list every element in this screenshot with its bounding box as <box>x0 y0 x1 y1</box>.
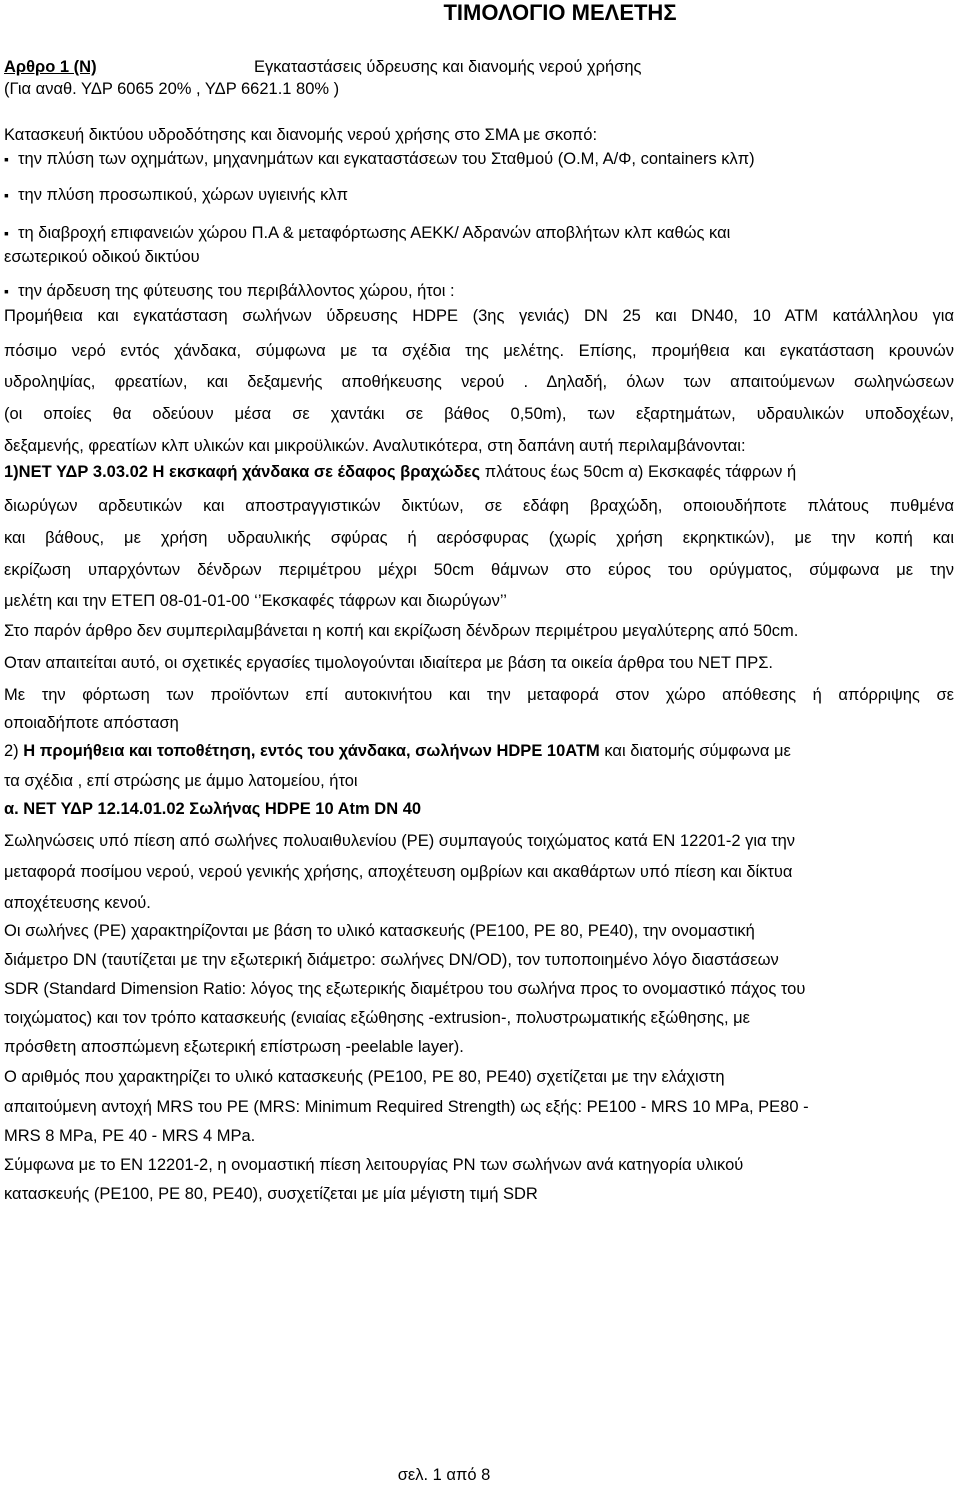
bullet-icon <box>4 148 18 170</box>
paragraph-line: μελέτη και την ΕΤΕΠ 08-01-01-00 ‘’Εκσκαφές τάφρων και διωρύγων’’ <box>4 592 507 610</box>
paragraph-line: Οταν απαιτείται αυτό, οι σχετικές εργασίες τιμολογούνται ιδιαίτερα με βάση τα οικεία άρθρα του ΝΕΤ ΠΡΣ. <box>4 654 773 672</box>
paragraph-line: υδροληψίας, φρεατίων, και δεξαμενής αποθήκευσης νερού . Δηλαδή, όλων των απαιτούμενων σωληνώσεων <box>4 373 954 391</box>
bullet-icon <box>4 280 18 302</box>
paragraph-line: Προμήθεια και εγκατάσταση σωλήνων ύδρευσης HDPE (3ης γενιάς) DN 25 και DN40, 10 ATM κατάλληλου για <box>4 307 954 325</box>
paragraph-line: εκρίζωση υπαρχόντων δένδρων περιμέτρου μέχρι 50cm θάμνων στο εύρος του ορύγματος, σύμφωνα με την <box>4 561 954 579</box>
article-label: Αρθρο 1 (Ν) <box>4 58 97 76</box>
paragraph-line: MRS 8 MPa, PE 40 - MRS 4 MPa. <box>4 1127 256 1145</box>
bullet-item: ▪την πλύση των οχημάτων, μηχανημάτων και εγκαταστάσεων του Σταθμού (Ο.Μ, Α/Φ, containers κλπ) <box>4 148 954 170</box>
article-heading <box>4 56 954 78</box>
paragraph-line: Ο αριθμός που χαρακτηρίζει το υλικό κατασκευής (PE100, PE 80, PE40) σχετίζεται με την ελάχιστη <box>4 1068 725 1086</box>
paragraph-line: κατασκευής (PE100, PE 80, PE40), συσχετίζεται με μία μέγιστη τιμή SDR <box>4 1185 538 1203</box>
intro-text: Κατασκευή δικτύου υδροδότησης και διανομής νερού χρήσης στο ΣΜΑ με σκοπό: <box>4 126 598 144</box>
bullet-icon <box>4 184 18 206</box>
article-ratio: (Για αναθ. ΥΔΡ 6065 20% , ΥΔΡ 6621.1 80% ) <box>4 80 340 98</box>
paragraph-line: μεταφορά ποσίμου νερού, νερού γενικής χρήσης, αποχέτευση ομβρίων και ακαθάρτων υπό πίεση και δίκτυα <box>4 863 793 881</box>
paragraph-line: πρόσθετη αποσπώμενη εξωτερική επίστρωση -peelable layer). <box>4 1038 464 1056</box>
bullet-item: ▪τη διαβροχή επιφανειών χώρου Π.Α & μεταφόρτωσης ΑΕΚΚ/ Αδρανών αποβλήτων κλπ καθώς και <box>4 222 954 244</box>
item2-code: α. ΝΕΤ ΥΔΡ 12.14.01.02 Σωλήνας HDPE 10 Atm DN 40 <box>4 800 422 818</box>
paragraph-line: Σωληνώσεις υπό πίεση από σωλήνες πολυαιθυλενίου (PE) συμπαγούς τοιχώματος κατά ΕΝ 12201-2 για την <box>4 832 796 850</box>
paragraph-line: Σύμφωνα με το ΕΝ 12201-2, η ονομαστική πίεση λειτουργίας PN των σωλήνων ανά κατηγορία υλικού <box>4 1156 744 1174</box>
bullet-icon <box>4 222 18 244</box>
paragraph-line: τα σχέδια , επί στρώσης με άμμο λατομείου, ήτοι <box>4 772 358 790</box>
page-number: σελ. 1 από 8 <box>397 1466 491 1484</box>
item1-heading: 1)ΝΕΤ ΥΔΡ 3.03.02 Η εκσκαφή χάνδακα σε έδαφος βραχώδες πλάτους έως 50cm α) Εκσκαφές τάφρων ή <box>4 463 797 481</box>
bullet-item: ▪την άρδευση της φύτευσης του περιβάλλοντος χώρου, ήτοι : <box>4 280 954 302</box>
paragraph-line: πόσιμο νερό εντός χάνδακα, σύμφωνα με τα σχέδια της μελέτης. Επίσης, προμήθεια και εγκατάσταση κρουνών <box>4 342 954 360</box>
item2-heading: 2) Η προμήθεια και τοποθέτηση, εντός του χάνδακα, σωλήνων HDPE 10ATM και διατομής σύμφωνα με <box>4 742 791 760</box>
paragraph-line: απαιτούμενη αντοχή MRS του PE (MRS: Minimum Required Strength) ως εξής: PE100 - MRS 10 MPa, PE80 - <box>4 1098 809 1116</box>
paragraph-line: Οι σωλήνες (PE) χαρακτηρίζονται με βάση το υλικό κατασκευής (PE100, PE 80, PE40), την ονομαστική <box>4 922 755 940</box>
paragraph-line: οποιαδήποτε απόσταση <box>4 714 179 732</box>
paragraph-line: τοιχώματος) και τον τρόπο κατασκευής (ενιαίας εξώθησης -extrusion-, πολυστρωματικής εξώθησης, με <box>4 1009 750 1027</box>
paragraph-line: και βάθους, με χρήση υδραυλικής σφύρας ή αερόσφυρας (χωρίς χρήση εκρηκτικών), με την κοπή και <box>4 529 954 547</box>
document-title: ΤΙΜΟΛΟΓΙΟ ΜΕΛΕΤΗΣ <box>443 0 677 25</box>
paragraph-line: Στο παρόν άρθρο δεν συμπεριλαμβάνεται η κοπή και εκρίζωση δένδρων περιμέτρου μεγαλύτερης από 50cm. <box>4 622 799 640</box>
paragraph-line: διάμετρο DN (ταυτίζεται με την εξωτερική διάμετρο: σωλήνες DN/OD), τον τυποποιημένο λόγο διαστάσεων <box>4 951 779 969</box>
paragraph-line: δεξαμενής, φρεατίων κλπ υλικών και μικροϋλικών. Αναλυτικότερα, στη δαπάνη αυτή περιλαμβάνονται: <box>4 437 746 455</box>
bullet-item: ▪την πλύση προσωπικού, χώρων υγιεινής κλπ <box>4 184 954 206</box>
paragraph-line: (οι οποίες θα οδεύουν μέσα σε χαντάκι σε βάθος 0,50m), των εξαρτημάτων, υδραυλικών υποδοχέων, <box>4 405 954 423</box>
paragraph-line: Με την φόρτωση των προϊόντων επί αυτοκινήτου και την μεταφορά στον χώρο απόθεσης ή απόρριψης σε <box>4 686 954 704</box>
article-name: Εγκαταστάσεις ύδρευσης και διανομής νερού χρήσης <box>254 58 642 76</box>
paragraph-line: διωρύγων αρδευτικών και αποστραγγιστικών δικτύων, σε εδάφη βραχώδη, οποιουδήποτε πλάτους πυθμένα <box>4 497 954 515</box>
bullet-continuation: εσωτερικού οδικού δικτύου <box>4 248 200 266</box>
paragraph-line: αποχέτευσης κενού. <box>4 894 151 912</box>
paragraph-line: SDR (Standard Dimension Ratio: λόγος της εξωτερικής διαμέτρου του σωλήνα προς το ονομαστικό πάχος του <box>4 980 806 998</box>
